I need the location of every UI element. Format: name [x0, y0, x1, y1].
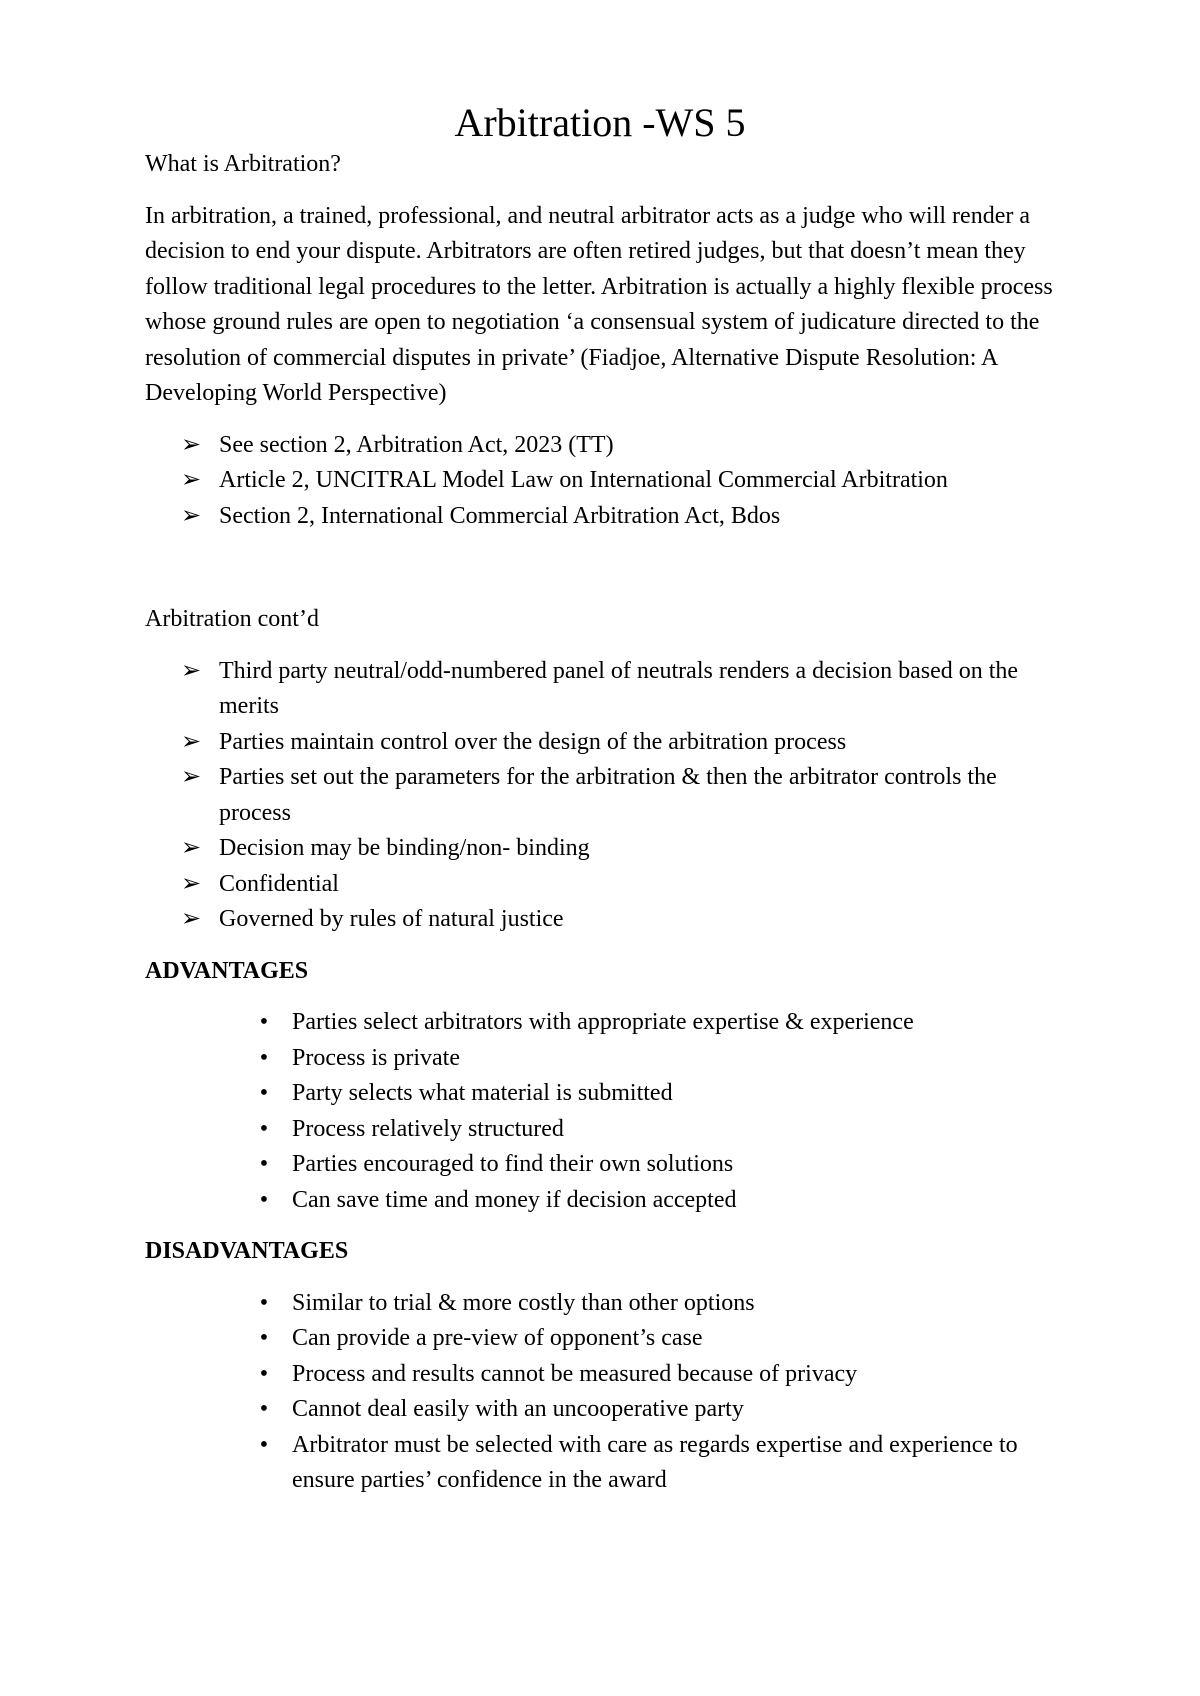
contd-label: Arbitration cont’d: [145, 606, 319, 632]
reference-item: [145, 499, 1065, 535]
references-list: [145, 428, 1065, 535]
bullet-icon: •: [259, 1396, 269, 1422]
disadvantages-list: [145, 1286, 1065, 1499]
disadvantages-heading: DISADVANTAGES: [145, 1238, 349, 1264]
reference-text: See section 2, Arbitration Act, 2023 (TT): [219, 431, 614, 458]
arrow-bullet-icon: ➢: [181, 835, 202, 861]
feature-text: Confidential: [219, 870, 339, 897]
feature-text: Governed by rules of natural justice: [219, 906, 564, 932]
feature-item: [145, 902, 1065, 938]
disadvantage-item: [145, 1357, 1065, 1393]
feature-text: Decision may be binding/non- binding: [219, 835, 590, 861]
arrow-bullet-icon: ➢: [181, 657, 202, 684]
disadvantage-text: Cannot deal easily with an uncooperative party: [292, 1396, 744, 1422]
reference-text: Section 2, International Commercial Arbitration Act, Bdos: [219, 502, 781, 529]
disadvantage-item: [145, 1321, 1065, 1357]
arrow-bullet-icon: ➢: [181, 502, 202, 529]
reference-text: Article 2, UNCITRAL Model Law on International Commercial Arbitration: [219, 467, 948, 493]
bullet-icon: •: [259, 1289, 269, 1316]
disadvantage-item: [145, 1428, 1065, 1499]
features-list: [145, 654, 1065, 938]
advantage-text: Process is private: [292, 1044, 460, 1071]
feature-item: [145, 654, 1065, 725]
advantage-text: Process relatively structured: [292, 1115, 564, 1142]
bullet-icon: •: [259, 1360, 269, 1387]
disadvantage-text: Process and results cannot be measured because of privacy: [292, 1360, 858, 1387]
feature-item: [145, 725, 1065, 761]
reference-item: [145, 428, 1065, 464]
feature-item: [145, 760, 1065, 831]
bullet-icon: •: [259, 1186, 269, 1213]
reference-item: [145, 463, 1065, 499]
arrow-bullet-icon: ➢: [181, 906, 202, 932]
advantage-text: Can save time and money if decision accepted: [292, 1186, 737, 1213]
feature-text: Parties set out the parameters for the arbitration & then the arbitrator controls the process: [219, 764, 997, 826]
disadvantage-text: Similar to trial & more costly than other options: [292, 1289, 755, 1316]
disadvantage-item: [145, 1286, 1065, 1322]
disadvantage-text: Arbitrator must be selected with care as regards expertise and experience to ensure parties’ confidence in the award: [292, 1431, 1018, 1493]
disadvantage-item: [145, 1392, 1065, 1428]
bullet-icon: •: [259, 1151, 269, 1177]
advantage-item: [145, 1183, 1065, 1219]
bullet-icon: •: [259, 1009, 269, 1035]
definition-paragraph: In arbitration, a trained, professional, and neutral arbitrator acts as a judge who will render a decision to end your dispute. Arbitrators are often retired judges, but that doesn’t mean they follow traditional legal procedures to the letter. Arbitration is actually a highly flexible process whose ground rules are open to negotiation ‘a consensual system of judicature directed to the resolution of commercial disputes in private’ (Fiadjoe, Alternative Dispute Resolution: A Developing World Perspective): [145, 202, 1053, 406]
feature-text: Third party neutral/odd-numbered panel of neutrals renders a decision based on the merits: [219, 657, 1019, 719]
feature-item: [145, 831, 1065, 867]
bullet-icon: •: [259, 1080, 269, 1106]
section-spacer: [145, 534, 1065, 602]
advantage-item: [145, 1041, 1065, 1077]
advantage-item: [145, 1112, 1065, 1148]
arrow-bullet-icon: ➢: [181, 764, 202, 790]
advantage-item: [145, 1076, 1065, 1112]
advantage-item: [145, 1005, 1065, 1041]
bullet-icon: •: [259, 1044, 269, 1071]
bullet-icon: •: [259, 1325, 269, 1351]
arrow-bullet-icon: ➢: [181, 728, 202, 755]
disadvantage-text: Can provide a pre-view of opponent’s case: [292, 1325, 703, 1351]
page-title: Arbitration -WS 5: [454, 99, 746, 145]
arrow-bullet-icon: ➢: [181, 467, 202, 493]
advantage-text: Parties encouraged to find their own solutions: [292, 1151, 734, 1177]
advantages-list: [145, 1005, 1065, 1218]
advantage-item: [145, 1147, 1065, 1183]
feature-text: Parties maintain control over the design of the arbitration process: [219, 728, 847, 755]
advantages-heading: ADVANTAGES: [145, 957, 309, 984]
bullet-icon: •: [259, 1431, 269, 1458]
arrow-bullet-icon: ➢: [181, 431, 202, 458]
advantage-text: Parties select arbitrators with appropriate expertise & experience: [292, 1009, 914, 1035]
arrow-bullet-icon: ➢: [181, 870, 202, 897]
feature-item: [145, 867, 1065, 903]
question-line: What is Arbitration?: [145, 151, 341, 177]
document-body: [145, 147, 1065, 1499]
bullet-icon: •: [259, 1115, 269, 1142]
advantage-text: Party selects what material is submitted: [292, 1080, 673, 1106]
